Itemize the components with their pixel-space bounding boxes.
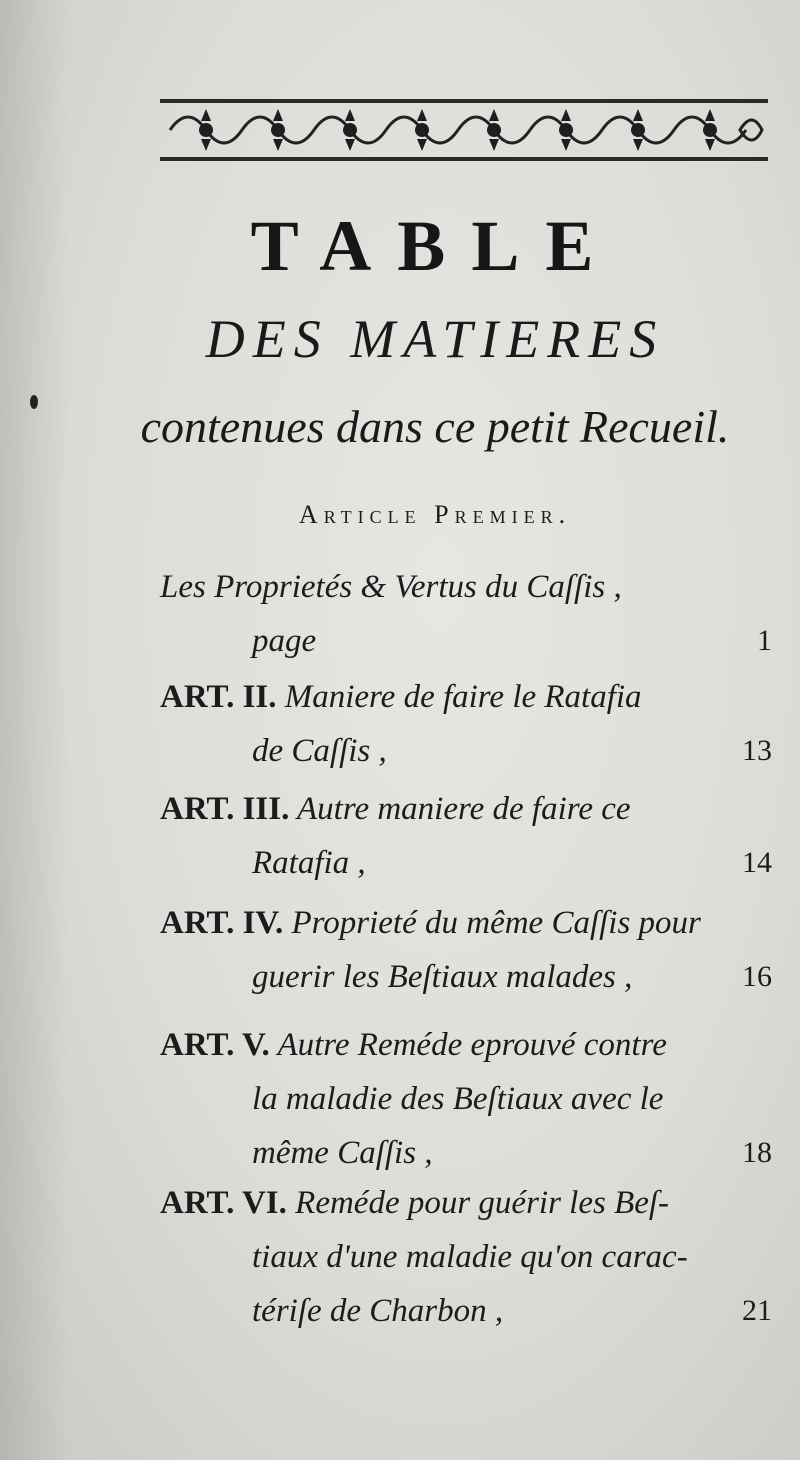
- toc-entry: [160, 896, 780, 1004]
- toc-entry: [160, 670, 780, 778]
- toc-article-label: ART. IV.: [160, 905, 284, 941]
- toc-article-label: ART. VI.: [160, 1185, 287, 1221]
- toc-entry-line: la maladie des Beſtiaux avec le: [252, 1081, 664, 1117]
- toc-article-label: ART. III.: [160, 791, 290, 827]
- toc-entry-line: tériſe de Charbon ,: [252, 1293, 504, 1329]
- toc-page-number: 13: [742, 734, 772, 767]
- toc-entry-line: page: [252, 623, 317, 659]
- toc-entry-line: de Caſſis ,: [252, 733, 387, 769]
- toc-entry: [160, 1176, 780, 1338]
- section-heading: Article Premier.: [298, 500, 572, 529]
- toc-entry-line: Ratafia ,: [252, 845, 366, 881]
- toc-page-number: 14: [742, 846, 772, 879]
- toc-entry-line: tiaux d'une maladie qu'on carac-: [252, 1239, 688, 1275]
- toc-page-number: 1: [757, 624, 772, 657]
- toc-page-number: 16: [742, 960, 772, 993]
- toc-entry-line: Les Proprietés & Vertus du Caſſis ,: [160, 569, 622, 605]
- page-subtitle-caption: contenues dans ce petit Recueil.: [140, 401, 730, 452]
- toc-entry-line: Proprieté du même Caſſis pour: [291, 905, 701, 941]
- toc-entry: [160, 560, 780, 668]
- toc-entry-line: guerir les Beſtiaux malades ,: [252, 959, 633, 995]
- toc-entry-line: Autre Reméde eprouvé contre: [277, 1027, 667, 1063]
- toc-entry-line: même Caſſis ,: [252, 1135, 433, 1171]
- toc-entry: [160, 782, 780, 890]
- toc-page-number: 18: [742, 1136, 772, 1169]
- toc-entry-line: Reméde pour guérir les Beſ-: [295, 1185, 670, 1221]
- toc-entry-line: Autre maniere de faire ce: [297, 791, 631, 827]
- toc-page-number: 21: [742, 1294, 772, 1327]
- toc-entry: [160, 1018, 780, 1180]
- toc-entry-line: Maniere de faire le Ratafia: [284, 679, 642, 715]
- page-title: TABLE: [250, 206, 620, 286]
- toc-article-label: ART. II.: [160, 679, 277, 715]
- page-subtitle: DES MATIERES: [205, 309, 665, 369]
- toc-article-label: ART. V.: [160, 1027, 270, 1063]
- decorative-ornament-band: [160, 95, 768, 165]
